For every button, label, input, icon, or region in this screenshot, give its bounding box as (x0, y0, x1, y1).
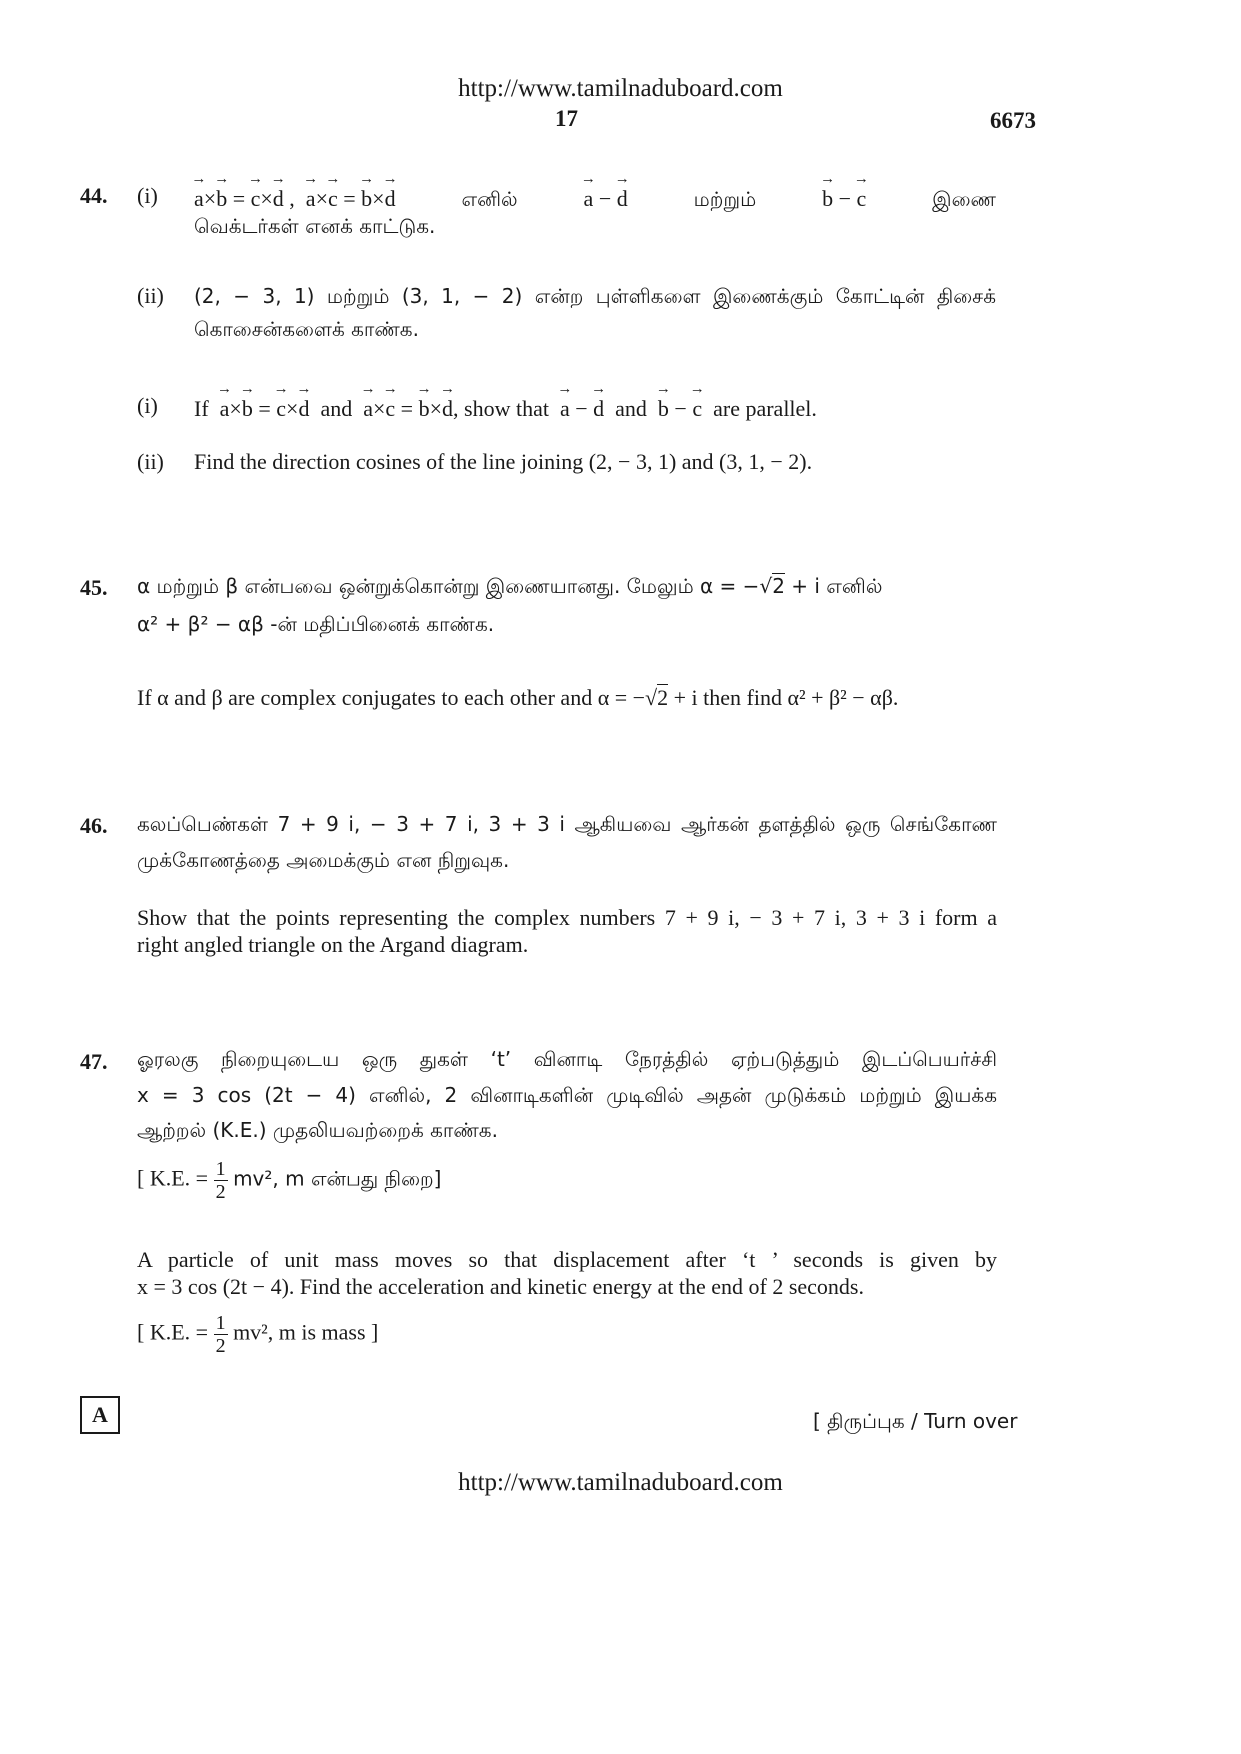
footer-url: http://www.tamilnaduboard.com (458, 1469, 783, 1496)
q46-en-line1: Show that the points representing the complex numbers 7 + 9 i, − 3 + 7 i, 3 + 3 i form a (137, 905, 997, 930)
q47-ta-line3: ஆற்றல் (K.E.) முதலியவற்றைக் காண்க. (137, 1118, 498, 1142)
booklet-type-box: A (80, 1396, 120, 1434)
q46-ta-line1: கலப்பெண்கள் 7 + 9 i, − 3 + 7 i, 3 + 3 i ஆகியவை ஆர்கன் தளத்தில் ஒரு செங்கோண (137, 812, 997, 836)
q47-ta-formula (137, 1158, 441, 1203)
q45-ta-line1: α மற்றும் β என்பவை ஒன்றுக்கொன்று இணையானது. மேலும் α = −√2 + i எனில் (137, 574, 883, 598)
q47-en-formula-b: mv², m is mass ] (233, 1319, 379, 1345)
q44-ta-cond: எனில் (461, 187, 518, 211)
q45-ta-line1-a: α மற்றும் β என்பவை ஒன்றுக்கொன்று இணையானது. மேலும் α = − (137, 574, 760, 598)
q47-en-formula-a: [ K.E. = (137, 1319, 209, 1345)
q44-en-and2: and (615, 396, 647, 421)
q45-en-line: If α and β are complex conjugates to each other and α = −√2 + i then find α² + β² − αβ. (137, 685, 899, 710)
q47-en-line1: A particle of unit mass moves so that displacement after ‘t ’ seconds is given by (137, 1247, 997, 1272)
q44-ta-cross-eq1: → a×→ b = → c×→ d , → a×→ c = → b×→ d (194, 180, 396, 212)
q47-ta-line2: x = 3 cos (2t − 4) எனில், 2 வினாடிகளின் முடிவில் அதன் முடுக்கம் மற்றும் இயக்க (137, 1083, 997, 1107)
q44-number: 44. (80, 183, 108, 208)
q44-en-parallel: are parallel. (713, 396, 817, 421)
turn-over (813, 1408, 1017, 1436)
q46-en-line2: right angled triangle on the Argand diagram. (137, 932, 529, 957)
q44-en-i-label: (i) (137, 393, 158, 418)
paper-code: 6673 (990, 108, 1036, 133)
q44-ta-and: மற்றும் (693, 187, 757, 211)
q44-ta-i-label: (i) (137, 183, 158, 208)
q44-en-ii-line: Find the direction cosines of the line joining (2, − 3, 1) and (3, 1, − 2). (194, 449, 813, 474)
q47-ta-frac-num: 1 (215, 1158, 226, 1180)
q47-ta-formula-a: [ K.E. = (137, 1165, 209, 1191)
q47-ta-fraction (214, 1158, 228, 1203)
turn-over-text: [ திருப்புக / Turn over (813, 1409, 1018, 1433)
q44-en-ii-label: (ii) (137, 449, 164, 474)
q47-ta-frac-den: 2 (215, 1181, 226, 1203)
q44-en-i-line: If → a×→ b = → c×→ d and → a×→ c = → b×→ d, show that → a − → d and → b − → c are parallel. (194, 390, 817, 422)
q47-ta-formula-b: mv², m என்பது நிறை] (233, 1166, 442, 1191)
q44-ta-i-line2: வெக்டர்கள் எனக் காட்டுக. (194, 214, 436, 238)
q44-ta-i-line1 (194, 180, 996, 214)
q47-en-frac-num: 1 (215, 1312, 226, 1334)
q45-ta-sqrt-arg: 2 (772, 574, 785, 598)
q45-ta-line2: α² + β² − αβ -ன் மதிப்பினைக் காண்க. (137, 612, 495, 636)
q44-ta-ii-line1: (2, − 3, 1) மற்றும் (3, 1, − 2) என்ற புள்ளிகளை இணைக்கும் கோட்டின் திசைக் (194, 284, 996, 308)
q45-en-a: If α and β are complex conjugates to each other and α = − (137, 685, 646, 710)
q45-en-b: + i then find α² + β² − αβ. (673, 685, 899, 710)
q47-en-fraction (214, 1312, 228, 1357)
q45-ta-line1-b: + i எனில் (791, 574, 883, 598)
q44-en-and: and (320, 396, 353, 421)
q45-en-sqrt-arg: 2 (657, 685, 669, 710)
q44-ta-ii-label: (ii) (137, 283, 164, 308)
q44-ta-vec-ad: → a − → d (584, 180, 628, 212)
q44-ta-vec-bc: → b − → c (822, 180, 866, 212)
q44-ta-ii-line2: கொசைன்களைக் காண்க. (194, 317, 419, 341)
header-url: http://www.tamilnaduboard.com (458, 75, 783, 102)
q44-en-show: , show that (453, 396, 549, 421)
q45-number: 45. (80, 575, 108, 600)
q47-en-formula (137, 1312, 378, 1357)
q44-en-if: If (194, 396, 209, 421)
q47-en-frac-den: 2 (215, 1335, 226, 1357)
q46-number: 46. (80, 813, 108, 838)
q44-ta-end: இணை (932, 187, 996, 211)
page-number: 17 (555, 106, 578, 131)
q47-ta-line1: ஓரலகு நிறையுடைய ஒரு துகள் ‘t’ வினாடி நேரத்தில் ஏற்படுத்தும் இடப்பெயர்ச்சி (137, 1047, 997, 1071)
q47-en-line2: x = 3 cos (2t − 4). Find the acceleration and kinetic energy at the end of 2 seconds. (137, 1274, 864, 1299)
q47-number: 47. (80, 1049, 108, 1074)
q46-ta-line2: முக்கோணத்தை அமைக்கும் என நிறுவுக. (137, 848, 510, 872)
